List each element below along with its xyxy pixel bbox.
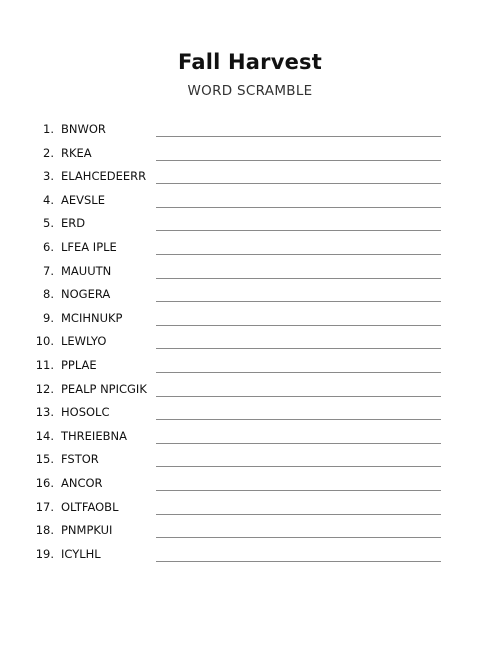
item-number: 17. bbox=[35, 499, 54, 514]
item-number: 3. bbox=[43, 169, 54, 184]
answer-line[interactable] bbox=[156, 514, 441, 515]
item-number: 1. bbox=[43, 122, 54, 136]
page-title: Fall Harvest bbox=[178, 50, 322, 74]
item-number: 15. bbox=[35, 452, 54, 467]
scrambled-word: LFEA IPLE bbox=[61, 239, 117, 254]
scrambled-word: AEVSLE bbox=[61, 192, 105, 207]
scrambled-word: PNMPKUI bbox=[61, 523, 113, 538]
item-number: 18. bbox=[35, 523, 54, 538]
answer-line[interactable] bbox=[156, 301, 441, 302]
answer-line[interactable] bbox=[156, 466, 441, 467]
answer-line[interactable] bbox=[156, 348, 441, 349]
scrambled-word: PPLAE bbox=[61, 357, 97, 372]
scrambled-word: ANCOR bbox=[61, 475, 103, 490]
answer-line[interactable] bbox=[156, 207, 441, 208]
item-number: 16. bbox=[35, 475, 54, 490]
list-item bbox=[0, 118, 500, 142]
scrambled-word: BNWOR bbox=[61, 122, 106, 136]
list-item bbox=[0, 543, 500, 567]
item-number: 6. bbox=[43, 239, 54, 254]
answer-line[interactable] bbox=[156, 160, 441, 161]
list-item bbox=[0, 142, 500, 166]
answer-line[interactable] bbox=[156, 278, 441, 279]
list-item bbox=[0, 472, 500, 496]
list-item bbox=[0, 236, 500, 260]
scrambled-word: RKEA bbox=[61, 145, 92, 160]
answer-line[interactable] bbox=[156, 561, 441, 562]
answer-line[interactable] bbox=[156, 183, 441, 184]
scrambled-word: HOSOLC bbox=[61, 405, 110, 420]
page-subtitle: WORD SCRAMBLE bbox=[187, 83, 313, 99]
list-item bbox=[0, 378, 500, 402]
item-number: 9. bbox=[43, 310, 54, 325]
scrambled-word: MCIHNUKP bbox=[61, 310, 123, 325]
item-number: 2. bbox=[43, 145, 54, 160]
answer-line[interactable] bbox=[156, 325, 441, 326]
list-item bbox=[0, 496, 500, 520]
scrambled-word: PEALP NPICGIK bbox=[61, 381, 147, 396]
item-number: 5. bbox=[43, 216, 54, 231]
list-item bbox=[0, 330, 500, 354]
answer-line[interactable] bbox=[156, 254, 441, 255]
list-item bbox=[0, 448, 500, 472]
scrambled-word: MAUUTN bbox=[61, 263, 112, 278]
scrambled-word: ELAHCEDEERR bbox=[61, 169, 147, 184]
scrambled-word: ICYLHL bbox=[61, 546, 101, 561]
answer-line[interactable] bbox=[156, 537, 441, 538]
list-item bbox=[0, 283, 500, 307]
list-item bbox=[0, 260, 500, 284]
item-number: 19. bbox=[35, 546, 54, 561]
item-number: 4. bbox=[43, 192, 54, 207]
list-item bbox=[0, 425, 500, 449]
scrambled-word: ERD bbox=[61, 216, 86, 231]
list-item bbox=[0, 354, 500, 378]
list-item bbox=[0, 165, 500, 189]
scrambled-word: FSTOR bbox=[61, 452, 99, 467]
answer-line[interactable] bbox=[156, 372, 441, 373]
scrambled-word: THREIEBNA bbox=[61, 428, 127, 443]
list-item bbox=[0, 519, 500, 543]
list-item bbox=[0, 189, 500, 213]
item-number: 14. bbox=[35, 428, 54, 443]
list-item bbox=[0, 212, 500, 236]
answer-line[interactable] bbox=[156, 490, 441, 491]
answer-line[interactable] bbox=[156, 443, 441, 444]
item-number: 10. bbox=[35, 334, 54, 349]
item-number: 7. bbox=[43, 263, 54, 278]
list-item bbox=[0, 401, 500, 425]
item-number: 12. bbox=[35, 381, 54, 396]
list-item bbox=[0, 307, 500, 331]
item-number: 8. bbox=[43, 287, 54, 302]
answer-line[interactable] bbox=[156, 230, 441, 231]
scrambled-word: NOGERA bbox=[61, 287, 111, 302]
answer-line[interactable] bbox=[156, 419, 441, 420]
scramble-list bbox=[0, 118, 500, 566]
answer-line[interactable] bbox=[156, 136, 441, 137]
item-number: 13. bbox=[35, 405, 54, 420]
item-number: 11. bbox=[35, 357, 54, 372]
scrambled-word: LEWLYO bbox=[61, 334, 107, 349]
scrambled-word: OLTFAOBL bbox=[61, 499, 119, 514]
answer-line[interactable] bbox=[156, 396, 441, 397]
